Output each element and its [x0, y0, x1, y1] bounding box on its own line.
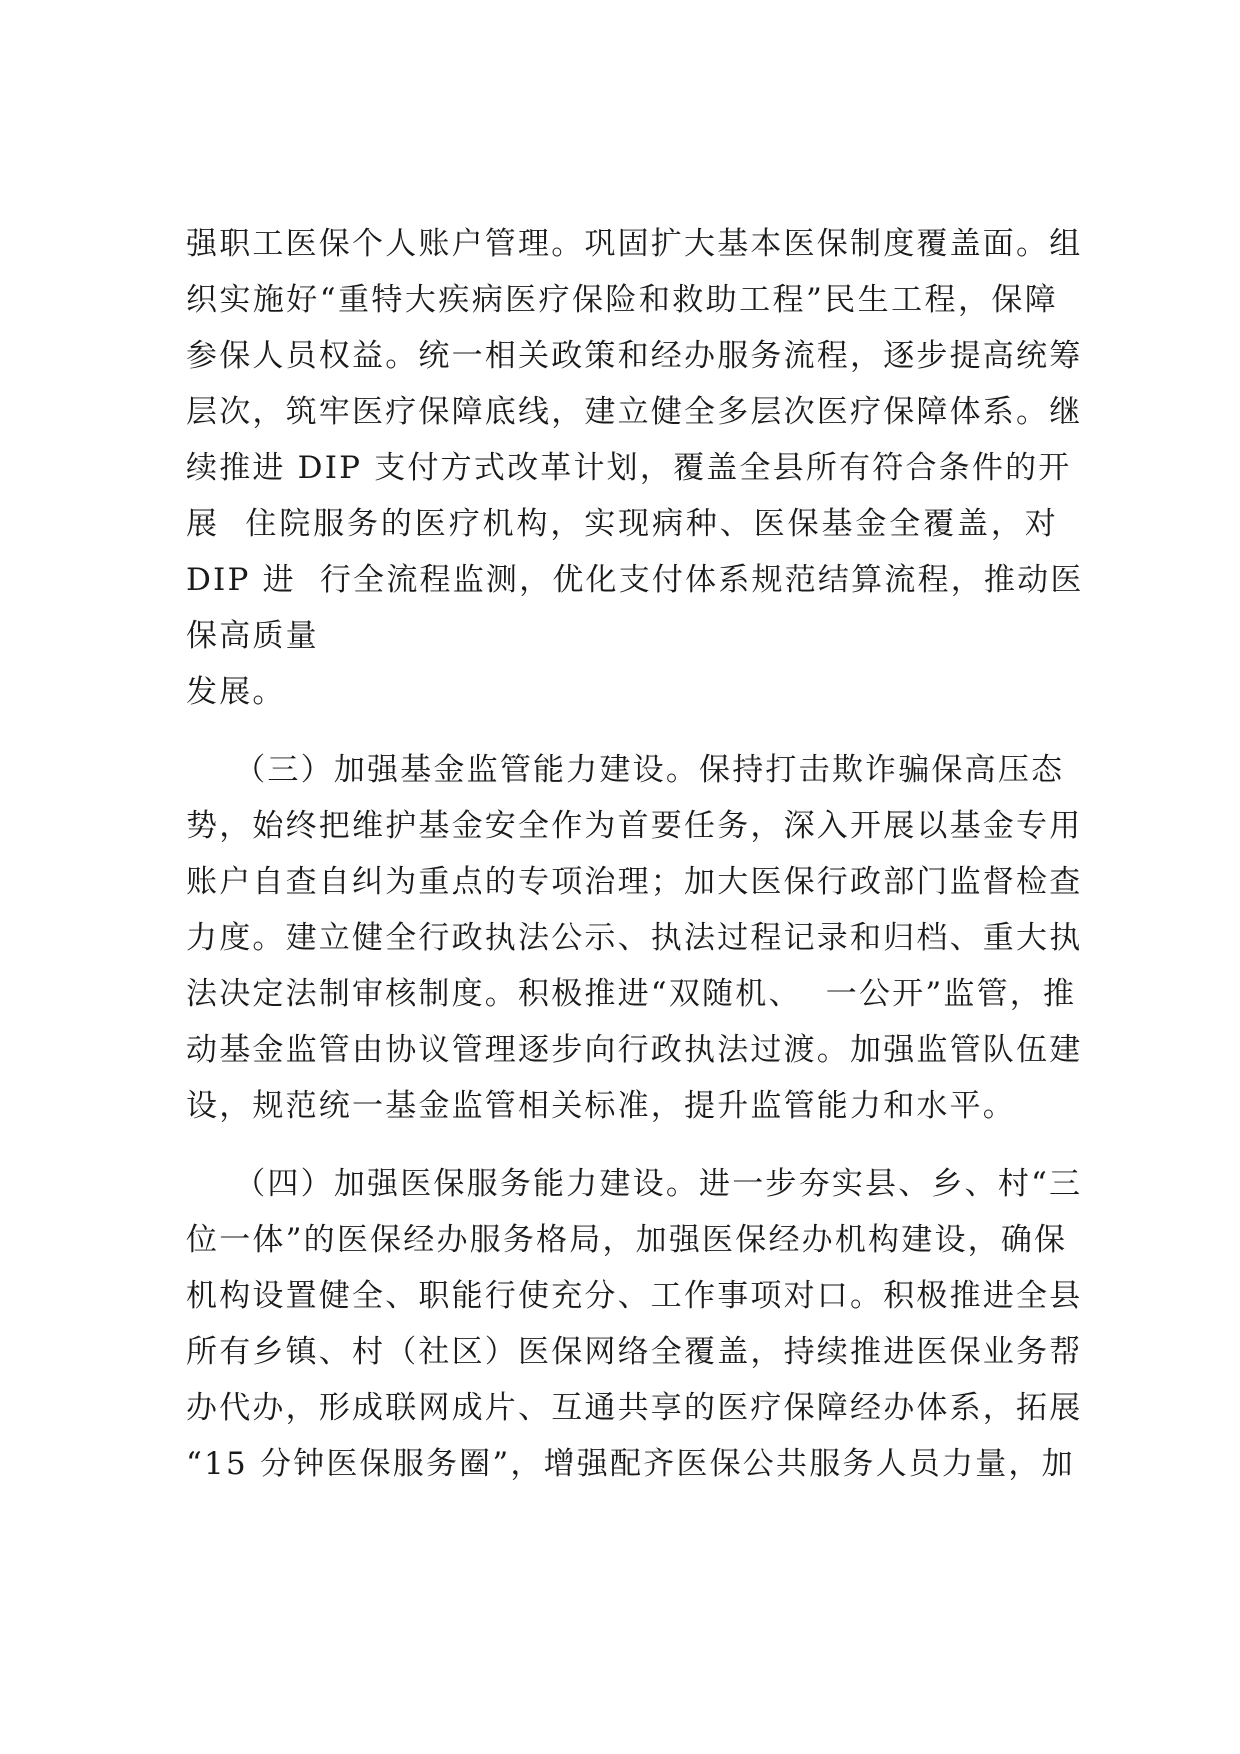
text-line: 动基金监管由协议管理逐步向行政执法过渡。加强监管队伍建 — [186, 1032, 1083, 1068]
text-line: 所有乡镇、村（社区）医保网络全覆盖，持续推进医保业务帮 — [186, 1334, 1083, 1370]
paragraph-1 — [186, 216, 1084, 720]
text-line: DIP 进 行全流程监测，优化支付体系规范结算流程，推动医 — [186, 562, 1084, 598]
paragraph-3 — [186, 1156, 1083, 1492]
text-line: 织实施好“重特大疾病医疗保险和救助工程”民生工程，保障 — [186, 282, 1058, 318]
text-line: 办代办，形成联网成片、互通共享的医疗保障经办体系，拓展 — [186, 1390, 1083, 1426]
text-line: “15 分钟医保服务圈”，增强配齐医保公共服务人员力量，加 — [186, 1446, 1075, 1482]
text-line: 保高质量 — [186, 618, 319, 654]
text-line: 势，始终把维护基金安全作为首要任务，深入开展以基金专用 — [186, 808, 1083, 844]
document-page — [186, 216, 1084, 1492]
text-line: 位一体”的医保经办服务格局，加强医保经办机构建设，确保 — [186, 1222, 1068, 1258]
text-line: 发展。 — [186, 674, 286, 710]
text-line: 设，规范统一基金监管相关标准，提升监管能力和水平。 — [186, 1088, 1016, 1124]
text-line: 层次，筑牢医疗保障底线，建立健全多层次医疗保障体系。继 — [186, 394, 1083, 430]
text-line: 力度。建立健全行政执法公示、执法过程记录和归档、重大执 — [186, 920, 1083, 956]
text-line: （四）加强医保服务能力建设。进一步夯实县、乡、村“三 — [186, 1166, 1083, 1202]
text-line: 参保人员权益。统一相关政策和经办服务流程，逐步提高统筹 — [186, 338, 1083, 374]
text-line: 强职工医保个人账户管理。巩固扩大基本医保制度覆盖面。组 — [186, 226, 1083, 262]
text-line: 法决定法制审核制度。积极推进“双随机、 一公开”监管，推 — [186, 976, 1077, 1012]
text-line: 续推进 DIP 支付方式改革计划，覆盖全县所有符合条件的开 — [186, 450, 1072, 486]
text-line: （三）加强基金监管能力建设。保持打击欺诈骗保高压态 — [186, 752, 1065, 788]
text-line: 展 住院服务的医疗机构，实现病种、医保基金全覆盖，对 — [186, 506, 1058, 542]
paragraph-2 — [186, 742, 1083, 1134]
text-line: 机构设置健全、职能行使充分、工作事项对口。积极推进全县 — [186, 1278, 1083, 1314]
text-line: 账户自查自纠为重点的专项治理；加大医保行政部门监督检查 — [186, 864, 1083, 900]
